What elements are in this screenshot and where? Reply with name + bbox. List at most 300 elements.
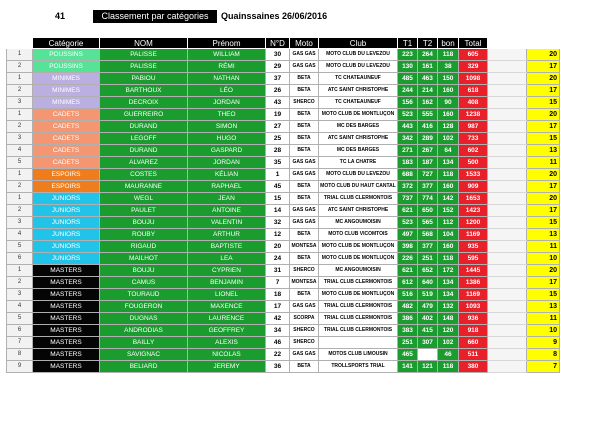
gap-cell: [488, 277, 527, 289]
t1-cell: 398: [398, 241, 418, 253]
prenom-cell: ANTOINE: [188, 205, 266, 217]
numero-cell: 22: [266, 349, 290, 361]
gap-cell: [488, 121, 527, 133]
prenom-cell: NICOLAS: [188, 349, 266, 361]
total-cell: 1200: [459, 217, 488, 229]
prenom-cell: LAURENCE: [188, 313, 266, 325]
club-cell: ATC SAINT CHRISTOPHE: [319, 133, 398, 145]
t1-cell: 737: [398, 193, 418, 205]
numero-cell: 32: [266, 217, 290, 229]
table-row: [7, 217, 560, 229]
category-cell: MASTERS: [33, 325, 100, 337]
prenom-cell: JEAN: [188, 193, 266, 205]
t1-cell: 443: [398, 121, 418, 133]
numero-cell: 45: [266, 181, 290, 193]
t2-cell: 640: [418, 277, 438, 289]
club-cell: TRIAL CLUB CLERMONTOIS: [319, 325, 398, 337]
bon-cell: 120: [438, 325, 459, 337]
category-cell: CADETS: [33, 109, 100, 121]
moto-cell: GAS GAS: [290, 49, 319, 61]
points-cell: 13: [527, 229, 560, 241]
position-cell: 5: [7, 313, 33, 325]
t1-cell: 465: [398, 349, 418, 361]
points-cell: 10: [527, 325, 560, 337]
table-body: [7, 49, 560, 373]
moto-cell: SHERCO: [290, 265, 319, 277]
points-cell: 20: [527, 73, 560, 85]
total-cell: 1169: [459, 289, 488, 301]
position-cell: 3: [7, 133, 33, 145]
club-cell: TRIAL CLUB CLERMONTOIS: [319, 313, 398, 325]
nom-cell: PALISSE: [100, 61, 188, 73]
bon-cell: 102: [438, 337, 459, 349]
points-cell: 15: [527, 217, 560, 229]
club-cell: MOTO CLUB DU LEVEZOU: [319, 169, 398, 181]
table-row: [7, 253, 560, 265]
t1-cell: 497: [398, 229, 418, 241]
gap-cell: [488, 205, 527, 217]
moto-cell: GAS GAS: [290, 157, 319, 169]
nom-cell: PALISSE: [100, 49, 188, 61]
table-row: [7, 265, 560, 277]
nom-cell: DECROIX: [100, 97, 188, 109]
moto-cell: SHERCO: [290, 325, 319, 337]
prenom-cell: VALENTIN: [188, 217, 266, 229]
header-banner: Classement par catégories: [93, 10, 217, 23]
total-cell: 1423: [459, 205, 488, 217]
t2-cell: 416: [418, 121, 438, 133]
table-row: [7, 109, 560, 121]
t2-cell: 161: [418, 61, 438, 73]
t1-cell: 485: [398, 73, 418, 85]
col-header-points: [527, 38, 560, 49]
numero-cell: 12: [266, 229, 290, 241]
category-cell: JUNIORS: [33, 205, 100, 217]
bon-cell: 118: [438, 49, 459, 61]
position-cell: 7: [7, 337, 33, 349]
moto-cell: BETA: [290, 145, 319, 157]
points-cell: 13: [527, 145, 560, 157]
nom-cell: BARTHOUX: [100, 85, 188, 97]
t2-cell: 727: [418, 169, 438, 181]
t1-cell: 372: [398, 181, 418, 193]
position-cell: 1: [7, 73, 33, 85]
bon-cell: 148: [438, 313, 459, 325]
table-row: [7, 313, 560, 325]
t1-cell: 621: [398, 265, 418, 277]
position-cell: 4: [7, 301, 33, 313]
club-cell: TC LA CHATRE: [319, 157, 398, 169]
category-cell: MASTERS: [33, 313, 100, 325]
prenom-cell: JORDAN: [188, 97, 266, 109]
bon-cell: 134: [438, 277, 459, 289]
total-cell: 618: [459, 85, 488, 97]
numero-cell: 18: [266, 289, 290, 301]
bon-cell: 38: [438, 61, 459, 73]
prenom-cell: ARTHUR: [188, 229, 266, 241]
category-cell: CADETS: [33, 157, 100, 169]
points-cell: 15: [527, 97, 560, 109]
total-cell: 1445: [459, 265, 488, 277]
category-cell: JUNIORS: [33, 253, 100, 265]
position-cell: 9: [7, 361, 33, 373]
numero-cell: 25: [266, 133, 290, 145]
t2-cell: 479: [418, 301, 438, 313]
prenom-cell: KÉLIAN: [188, 169, 266, 181]
t2-cell: 377: [418, 241, 438, 253]
numero-cell: 24: [266, 253, 290, 265]
gap-cell: [488, 145, 527, 157]
bon-cell: 64: [438, 145, 459, 157]
gap-cell: [488, 85, 527, 97]
numero-cell: 42: [266, 313, 290, 325]
gap-cell: [488, 337, 527, 349]
t2-cell: 251: [418, 253, 438, 265]
table-row: [7, 241, 560, 253]
category-cell: CADETS: [33, 133, 100, 145]
t2-cell: 568: [418, 229, 438, 241]
points-cell: 20: [527, 169, 560, 181]
nom-cell: BOUJU: [100, 265, 188, 277]
prenom-cell: MAXENCE: [188, 301, 266, 313]
nom-cell: SAVIGNAC: [100, 349, 188, 361]
gap-cell: [488, 181, 527, 193]
club-cell: TC CHATEAUNEUF: [319, 73, 398, 85]
club-cell: MC ANGOUMOISIN: [319, 265, 398, 277]
category-cell: MINIMES: [33, 97, 100, 109]
points-cell: 8: [527, 349, 560, 361]
t1-cell: 130: [398, 61, 418, 73]
col-header-gap: [488, 38, 527, 49]
position-cell: 1: [7, 49, 33, 61]
numero-cell: 34: [266, 325, 290, 337]
gap-cell: [488, 289, 527, 301]
numero-cell: 30: [266, 49, 290, 61]
gap-cell: [488, 265, 527, 277]
position-cell: 3: [7, 289, 33, 301]
nom-cell: BOUJU: [100, 217, 188, 229]
t1-cell: 386: [398, 313, 418, 325]
table-row: [7, 121, 560, 133]
moto-cell: BETA: [290, 73, 319, 85]
total-cell: 1098: [459, 73, 488, 85]
bon-cell: 160: [438, 109, 459, 121]
moto-cell: GAS GAS: [290, 61, 319, 73]
t2-cell: 162: [418, 97, 438, 109]
club-cell: MC DES BARGES: [319, 121, 398, 133]
prenom-cell: GASPARD: [188, 145, 266, 157]
category-cell: MINIMES: [33, 85, 100, 97]
prenom-cell: RAPHAEL: [188, 181, 266, 193]
prenom-cell: BAPTISTE: [188, 241, 266, 253]
numero-cell: 17: [266, 301, 290, 313]
col-header-club: Club: [319, 38, 398, 49]
numero-cell: 20: [266, 241, 290, 253]
position-cell: 1: [7, 109, 33, 121]
numero-cell: 14: [266, 205, 290, 217]
t1-cell: 223: [398, 49, 418, 61]
table-row: [7, 205, 560, 217]
t1-cell: 251: [398, 337, 418, 349]
gap-cell: [488, 61, 527, 73]
bon-cell: 46: [438, 349, 459, 361]
prenom-cell: BENJAMIN: [188, 277, 266, 289]
table-row: [7, 73, 560, 85]
total-cell: 500: [459, 157, 488, 169]
page-title: Quainssaines 26/06/2016: [221, 11, 328, 21]
category-cell: ESPOIRS: [33, 169, 100, 181]
points-cell: 17: [527, 85, 560, 97]
table-row: [7, 49, 560, 61]
gap-cell: [488, 325, 527, 337]
header-row: [7, 38, 560, 49]
prenom-cell: ALEXIS: [188, 337, 266, 349]
category-cell: POUSSINS: [33, 49, 100, 61]
header-number: 41: [55, 11, 66, 21]
points-cell: 17: [527, 277, 560, 289]
table-row: [7, 193, 560, 205]
table-row: [7, 169, 560, 181]
points-cell: 9: [527, 337, 560, 349]
table-row: [7, 277, 560, 289]
t1-cell: 226: [398, 253, 418, 265]
bon-cell: 132: [438, 301, 459, 313]
t2-cell: 289: [418, 133, 438, 145]
numero-cell: 1: [266, 169, 290, 181]
numero-cell: 15: [266, 193, 290, 205]
club-cell: MC ANGOUMOISIN: [319, 217, 398, 229]
bon-cell: 172: [438, 265, 459, 277]
position-cell: 8: [7, 349, 33, 361]
points-cell: 11: [527, 313, 560, 325]
total-cell: 511: [459, 349, 488, 361]
moto-cell: BETA: [290, 133, 319, 145]
total-cell: 595: [459, 253, 488, 265]
club-cell: [319, 337, 398, 349]
nom-cell: DURAND: [100, 145, 188, 157]
gap-cell: [488, 157, 527, 169]
position-cell: 2: [7, 181, 33, 193]
bon-cell: 134: [438, 289, 459, 301]
col-header-moto: Moto: [290, 38, 319, 49]
category-cell: MASTERS: [33, 361, 100, 373]
gap-cell: [488, 241, 527, 253]
t2-cell: 565: [418, 217, 438, 229]
numero-cell: 31: [266, 265, 290, 277]
t1-cell: 141: [398, 361, 418, 373]
bon-cell: 104: [438, 229, 459, 241]
club-cell: MC DES BARGES: [319, 145, 398, 157]
category-cell: JUNIORS: [33, 229, 100, 241]
header-bar: [0, 10, 600, 24]
t2-cell: 267: [418, 145, 438, 157]
col-header-nom: NOM: [100, 38, 188, 49]
t2-cell: 652: [418, 265, 438, 277]
moto-cell: BETA: [290, 85, 319, 97]
nom-cell: RIGAUD: [100, 241, 188, 253]
prenom-cell: HUGO: [188, 133, 266, 145]
moto-cell: BETA: [290, 121, 319, 133]
points-cell: 20: [527, 193, 560, 205]
moto-cell: MONTESA: [290, 241, 319, 253]
t1-cell: 156: [398, 97, 418, 109]
category-cell: MASTERS: [33, 337, 100, 349]
club-cell: MOTO CLUB DE MONTLUÇON: [319, 289, 398, 301]
prenom-cell: LEA: [188, 253, 266, 265]
nom-cell: ANDRODIAS: [100, 325, 188, 337]
bon-cell: 150: [438, 73, 459, 85]
position-cell: 2: [7, 121, 33, 133]
total-cell: 605: [459, 49, 488, 61]
points-cell: 17: [527, 205, 560, 217]
nom-cell: PABIOU: [100, 73, 188, 85]
col-header-bon: bon: [438, 38, 459, 49]
moto-cell: SHERCO: [290, 337, 319, 349]
t1-cell: 271: [398, 145, 418, 157]
gap-cell: [488, 229, 527, 241]
table-row: [7, 337, 560, 349]
nom-cell: FOUGERON: [100, 301, 188, 313]
total-cell: 408: [459, 97, 488, 109]
col-header-position: [7, 38, 33, 49]
nom-cell: DURAND: [100, 121, 188, 133]
numero-cell: 43: [266, 97, 290, 109]
category-cell: MASTERS: [33, 349, 100, 361]
t1-cell: 523: [398, 109, 418, 121]
total-cell: 918: [459, 325, 488, 337]
position-cell: 2: [7, 61, 33, 73]
prenom-cell: LIONEL: [188, 289, 266, 301]
numero-cell: 37: [266, 73, 290, 85]
results-table: [6, 37, 560, 373]
bon-cell: 90: [438, 97, 459, 109]
prenom-cell: GEOFFREY: [188, 325, 266, 337]
prenom-cell: SIMON: [188, 121, 266, 133]
points-cell: 20: [527, 49, 560, 61]
club-cell: TROLLSPORTS TRIAL: [319, 361, 398, 373]
t2-cell: [418, 349, 438, 361]
gap-cell: [488, 253, 527, 265]
club-cell: TC CHATEAUNEUF: [319, 97, 398, 109]
total-cell: 936: [459, 313, 488, 325]
t1-cell: 183: [398, 157, 418, 169]
t1-cell: 688: [398, 169, 418, 181]
moto-cell: BETA: [290, 229, 319, 241]
table-row: [7, 349, 560, 361]
moto-cell: BETA: [290, 253, 319, 265]
position-cell: 1: [7, 265, 33, 277]
table-row: [7, 85, 560, 97]
club-cell: MOTO CLUB DE MONTLUÇON: [319, 241, 398, 253]
nom-cell: GUERREIRO: [100, 109, 188, 121]
prenom-cell: JEREMY: [188, 361, 266, 373]
nom-cell: WEGL: [100, 193, 188, 205]
numero-cell: 19: [266, 109, 290, 121]
numero-cell: 35: [266, 157, 290, 169]
total-cell: 935: [459, 241, 488, 253]
col-header-t2: T2: [418, 38, 438, 49]
col-header-t1: T1: [398, 38, 418, 49]
moto-cell: GAS GAS: [290, 217, 319, 229]
t2-cell: 377: [418, 181, 438, 193]
nom-cell: BELIARD: [100, 361, 188, 373]
moto-cell: BETA: [290, 361, 319, 373]
table-row: [7, 145, 560, 157]
prenom-cell: CYPRIEN: [188, 265, 266, 277]
points-cell: 17: [527, 181, 560, 193]
category-cell: MASTERS: [33, 289, 100, 301]
t1-cell: 516: [398, 289, 418, 301]
gap-cell: [488, 313, 527, 325]
bon-cell: 118: [438, 169, 459, 181]
t2-cell: 187: [418, 157, 438, 169]
gap-cell: [488, 73, 527, 85]
position-cell: 4: [7, 145, 33, 157]
numero-cell: 28: [266, 145, 290, 157]
t1-cell: 612: [398, 277, 418, 289]
club-cell: ATC SAINT CHRISTOPHE: [319, 205, 398, 217]
position-cell: 5: [7, 157, 33, 169]
numero-cell: 27: [266, 121, 290, 133]
club-cell: TRIAL CLUB CLERMONTOIS: [319, 193, 398, 205]
club-cell: MOTOS CLUB LIMOUSIN: [319, 349, 398, 361]
moto-cell: SHERCO: [290, 97, 319, 109]
table-row: [7, 325, 560, 337]
gap-cell: [488, 109, 527, 121]
numero-cell: 46: [266, 337, 290, 349]
total-cell: 733: [459, 133, 488, 145]
t2-cell: 402: [418, 313, 438, 325]
t1-cell: 244: [398, 85, 418, 97]
total-cell: 380: [459, 361, 488, 373]
position-cell: 3: [7, 97, 33, 109]
t2-cell: 307: [418, 337, 438, 349]
gap-cell: [488, 301, 527, 313]
club-cell: MOTO CLUB DU LEVEZOU: [319, 61, 398, 73]
position-cell: 1: [7, 169, 33, 181]
gap-cell: [488, 217, 527, 229]
gap-cell: [488, 133, 527, 145]
table-row: [7, 61, 560, 73]
t2-cell: 415: [418, 325, 438, 337]
gap-cell: [488, 97, 527, 109]
nom-cell: MAURANNE: [100, 181, 188, 193]
t1-cell: 342: [398, 133, 418, 145]
bon-cell: 160: [438, 85, 459, 97]
bon-cell: 128: [438, 121, 459, 133]
bon-cell: 118: [438, 253, 459, 265]
category-cell: ESPOIRS: [33, 181, 100, 193]
position-cell: 2: [7, 205, 33, 217]
t2-cell: 519: [418, 289, 438, 301]
category-cell: JUNIORS: [33, 193, 100, 205]
prenom-cell: JORDAN: [188, 157, 266, 169]
club-cell: MOTO CLUB DU HAUT CANTAL: [319, 181, 398, 193]
t2-cell: 214: [418, 85, 438, 97]
position-cell: 3: [7, 217, 33, 229]
total-cell: 1093: [459, 301, 488, 313]
moto-cell: GAS GAS: [290, 349, 319, 361]
gap-cell: [488, 349, 527, 361]
numero-cell: 29: [266, 61, 290, 73]
bon-cell: 102: [438, 133, 459, 145]
total-cell: 909: [459, 181, 488, 193]
total-cell: 1238: [459, 109, 488, 121]
category-cell: CADETS: [33, 145, 100, 157]
moto-cell: MONTESA: [290, 277, 319, 289]
category-cell: JUNIORS: [33, 217, 100, 229]
table-row: [7, 133, 560, 145]
